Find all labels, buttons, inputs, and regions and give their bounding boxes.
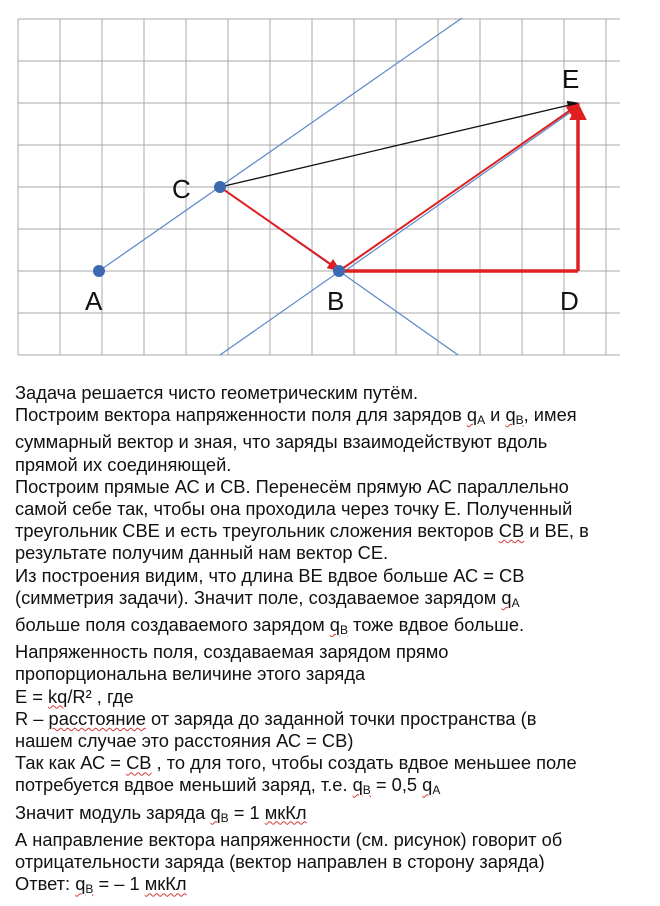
charge-qb: $q_B$: [352, 774, 371, 798]
text-fragment: , имея: [523, 404, 577, 426]
text-line: результате получим данный нам вектор СЕ.: [15, 542, 389, 564]
text-line: Напряженность поля, создаваемая зарядом прямо: [15, 641, 449, 663]
text-line: Так как АС = СВ , то для того, чтобы создать вдвое меньшее поле: [15, 752, 577, 774]
solution-text: [15, 382, 655, 900]
text-line: больше поля создаваемого зарядом $q_B$ тоже вдвое больше.: [15, 614, 525, 638]
point-a: [93, 265, 105, 277]
text-line: нашем случае это расстояния АС = СВ): [15, 730, 354, 752]
text-line: прямой их соединяющей.: [15, 453, 232, 475]
text-fragment: и: [485, 404, 506, 426]
text-line: R – расстояние от заряда до заданной точки пространства (в: [15, 707, 537, 729]
label-e: E: [562, 64, 580, 94]
line-be-parallel: [342, 107, 578, 273]
text-line: А направление вектора напряженности (см. рисунок) говорит об: [15, 828, 563, 850]
text-line: потребуется вдвое меньший заряд, т.е. $q_B = 0,5$ $q_A$: [15, 774, 441, 798]
text-line: E = kq/R² , где: [15, 685, 134, 707]
charge-qb: $q_B$: [210, 801, 229, 825]
charge-qa: $q_A$: [466, 404, 486, 428]
point-c: [214, 181, 226, 193]
label-d: D: [560, 286, 579, 316]
segment-cb: СВ: [498, 520, 525, 542]
charge-qb: $q_B$: [505, 404, 524, 428]
grid: [18, 19, 620, 355]
text-line: Построим прямые АС и СВ. Перенесём прямую АС параллельно: [15, 475, 569, 497]
formula-kq: kq: [48, 685, 68, 707]
text-line: Из построения видим, что длина ВЕ вдвое больше АС = СВ: [15, 564, 525, 586]
label-b: B: [327, 286, 345, 316]
charge-qb: $q_B$: [329, 614, 348, 638]
text-line: Задача решается чисто геометрическим путём.: [15, 382, 419, 403]
text-line: пропорциональна величине этого заряда: [15, 663, 366, 685]
vector-diagram: [0, 0, 660, 370]
segment-cb: СВ: [126, 752, 152, 774]
label-c: C: [172, 174, 191, 204]
text-fragment: Построим вектора напряженности поля для зарядов: [15, 404, 467, 426]
text-line: Значит модуль заряда $q_B = 1$ мкКл: [15, 801, 307, 825]
charge-qb: $q_B$: [75, 873, 94, 897]
text-line: [15, 404, 655, 431]
charge-qa: $q_A$: [501, 586, 520, 610]
vector-be: [339, 105, 578, 271]
unit-mkcl: мкКл: [264, 801, 307, 823]
text-line: самой себе так, чтобы она проходила через точку Е. Полученный: [15, 498, 573, 520]
word-distance: расстояние: [48, 707, 146, 729]
label-a: A: [85, 286, 103, 316]
text-line: отрицательности заряда (вектор направлен в сторону заряда): [15, 851, 545, 873]
point-b: [333, 265, 345, 277]
text-line: (симметрия задачи). Значит поле, создаваемое зарядом $q_A$: [15, 586, 520, 610]
text-line: суммарный вектор и зная, что заряды взаимодействуют вдоль: [15, 431, 548, 453]
charge-qa: $q_A$: [422, 774, 441, 798]
answer-line: Ответ: $q_B$ = – 1 мкКл: [15, 873, 187, 897]
unit-mkcl: мкКл: [144, 873, 187, 895]
text-line: треугольник СВЕ и есть треугольник сложения векторов СВ и ВЕ, в: [15, 520, 589, 542]
